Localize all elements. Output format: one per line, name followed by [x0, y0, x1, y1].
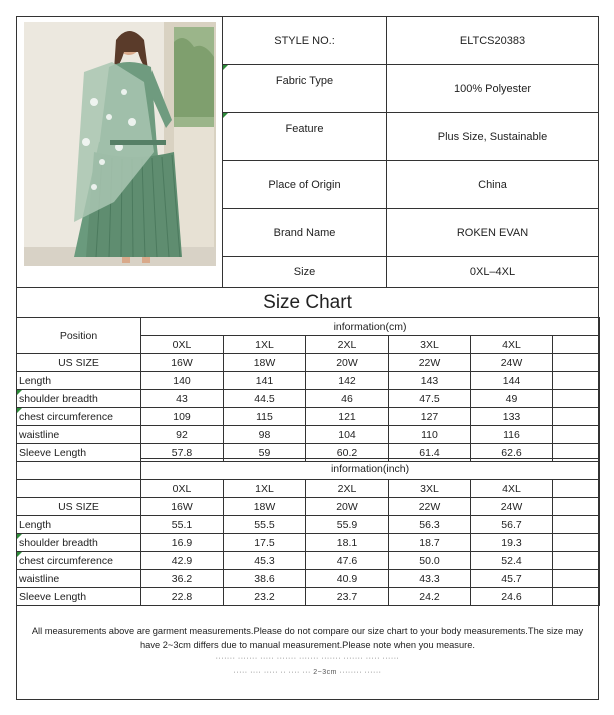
table-row	[17, 516, 600, 534]
row-value: 121	[306, 408, 389, 426]
style-label: STYLE NO.:	[223, 17, 387, 65]
row-value: 133	[471, 408, 553, 426]
row-value: 52.4	[471, 552, 553, 570]
fabric-value: 100% Polyester	[387, 65, 599, 113]
size-header: 1XL	[224, 336, 306, 354]
us-size-value: 24W	[471, 354, 553, 372]
us-size-value: 18W	[224, 354, 306, 372]
row-label: waistline	[17, 426, 141, 444]
row-value: 98	[224, 426, 306, 444]
inch-blank-cell	[17, 459, 141, 480]
row-spare	[553, 516, 600, 534]
row-value: 23.7	[306, 588, 389, 606]
row-value: 141	[224, 372, 306, 390]
row-spare	[553, 588, 600, 606]
row-spare	[553, 534, 600, 552]
row-label: shoulder breadth	[17, 390, 141, 408]
style-value: ELTCS20383	[387, 17, 599, 65]
spec-table	[222, 16, 599, 288]
size-header: 3XL	[389, 336, 471, 354]
row-label: shoulder breadth	[17, 534, 141, 552]
measurement-note	[16, 624, 599, 680]
row-spare	[553, 372, 600, 390]
row-value: 24.6	[471, 588, 553, 606]
size-header: 2XL	[306, 336, 389, 354]
row-value: 38.6	[224, 570, 306, 588]
row-value: 59	[224, 444, 306, 462]
position-label: Position	[17, 318, 141, 354]
row-value: 42.9	[141, 552, 224, 570]
row-value: 23.2	[224, 588, 306, 606]
row-value: 55.5	[224, 516, 306, 534]
feature-value: Plus Size, Sustainable	[387, 113, 599, 161]
table-row	[17, 408, 600, 426]
size-header: 0XL	[141, 480, 224, 498]
row-value: 22.8	[141, 588, 224, 606]
row-value: 115	[224, 408, 306, 426]
size-header: 1XL	[224, 480, 306, 498]
size-header-spare	[553, 480, 600, 498]
us-size-spare	[553, 498, 600, 516]
row-label: chest circumference	[17, 552, 141, 570]
note-line-2: have 2~3cm differs due to manual measurement.Please note when you measure.	[140, 640, 475, 650]
size-header: 4XL	[471, 480, 553, 498]
row-value: 43	[141, 390, 224, 408]
note-line-3: ······· ······· ····· ······· ······· ······· ······· ····· ······	[215, 655, 400, 662]
row-value: 142	[306, 372, 389, 390]
cm-size-table	[16, 317, 600, 462]
row-value: 104	[306, 426, 389, 444]
row-value: 18.7	[389, 534, 471, 552]
row-label: Sleeve Length	[17, 444, 141, 462]
row-value: 109	[141, 408, 224, 426]
product-photo	[24, 22, 216, 266]
size-chart-title: Size Chart	[16, 287, 599, 318]
size-header: 2XL	[306, 480, 389, 498]
row-value: 144	[471, 372, 553, 390]
size-header: 0XL	[141, 336, 224, 354]
row-value: 92	[141, 426, 224, 444]
feature-label: Feature	[223, 113, 387, 161]
table-row	[17, 534, 600, 552]
row-value: 19.3	[471, 534, 553, 552]
row-value: 55.1	[141, 516, 224, 534]
row-value: 44.5	[224, 390, 306, 408]
origin-value: China	[387, 161, 599, 209]
size-header-spare	[553, 336, 600, 354]
table-row	[17, 372, 600, 390]
row-value: 56.3	[389, 516, 471, 534]
row-value: 17.5	[224, 534, 306, 552]
table-row	[17, 588, 600, 606]
row-value: 16.9	[141, 534, 224, 552]
note-line-1: All measurements above are garment measurements.Please do not compare our size chart to your body measurements.The size may	[31, 626, 584, 636]
row-label: Length	[17, 372, 141, 390]
row-value: 46	[306, 390, 389, 408]
row-value: 45.3	[224, 552, 306, 570]
row-value: 43.3	[389, 570, 471, 588]
size-label: Size	[223, 257, 387, 288]
row-value: 110	[389, 426, 471, 444]
inch-size-table	[16, 458, 600, 606]
us-size-label: US SIZE	[17, 354, 141, 372]
size-header: 4XL	[471, 336, 553, 354]
row-value: 143	[389, 372, 471, 390]
row-value: 47.5	[389, 390, 471, 408]
us-size-value: 22W	[389, 354, 471, 372]
row-value: 116	[471, 426, 553, 444]
fabric-label: Fabric Type	[223, 65, 387, 113]
brand-value: ROKEN EVAN	[387, 209, 599, 257]
row-value: 50.0	[389, 552, 471, 570]
us-size-value: 18W	[224, 498, 306, 516]
row-spare	[553, 570, 600, 588]
row-value: 40.9	[306, 570, 389, 588]
size-value: 0XL–4XL	[387, 257, 599, 288]
row-label: waistline	[17, 570, 141, 588]
cm-group-label: information(cm)	[141, 318, 600, 336]
inch-group-label: information(inch)	[141, 459, 600, 480]
row-spare	[553, 390, 600, 408]
us-size-value: 16W	[141, 354, 224, 372]
table-row	[17, 552, 600, 570]
row-value: 57.8	[141, 444, 224, 462]
row-spare	[553, 426, 600, 444]
note-line-4: ····· ···· ····· ·· ···· ··· 2~3cm ········ ······	[233, 669, 382, 676]
row-value: 56.7	[471, 516, 553, 534]
row-spare	[553, 552, 600, 570]
row-spare	[553, 408, 600, 426]
row-value: 127	[389, 408, 471, 426]
row-label: chest circumference	[17, 408, 141, 426]
row-value: 61.4	[389, 444, 471, 462]
row-value: 24.2	[389, 588, 471, 606]
row-value: 45.7	[471, 570, 553, 588]
table-row	[17, 390, 600, 408]
row-value: 18.1	[306, 534, 389, 552]
us-size-value: 24W	[471, 498, 553, 516]
inch-size-blank	[17, 480, 141, 498]
row-value: 140	[141, 372, 224, 390]
brand-label: Brand Name	[223, 209, 387, 257]
row-label: Length	[17, 516, 141, 534]
size-header: 3XL	[389, 480, 471, 498]
row-label: Sleeve Length	[17, 588, 141, 606]
model-dress-illustration	[24, 22, 216, 266]
us-size-value: 22W	[389, 498, 471, 516]
row-value: 60.2	[306, 444, 389, 462]
row-value: 49	[471, 390, 553, 408]
table-row	[17, 570, 600, 588]
note-cm-range: 2~3cm	[313, 669, 337, 676]
origin-label: Place of Origin	[223, 161, 387, 209]
row-value: 36.2	[141, 570, 224, 588]
row-value: 55.9	[306, 516, 389, 534]
row-value: 47.6	[306, 552, 389, 570]
row-value: 62.6	[471, 444, 553, 462]
table-row	[17, 426, 600, 444]
us-size-value: 16W	[141, 498, 224, 516]
us-size-value: 20W	[306, 354, 389, 372]
us-size-label: US SIZE	[17, 498, 141, 516]
us-size-spare	[553, 354, 600, 372]
us-size-value: 20W	[306, 498, 389, 516]
